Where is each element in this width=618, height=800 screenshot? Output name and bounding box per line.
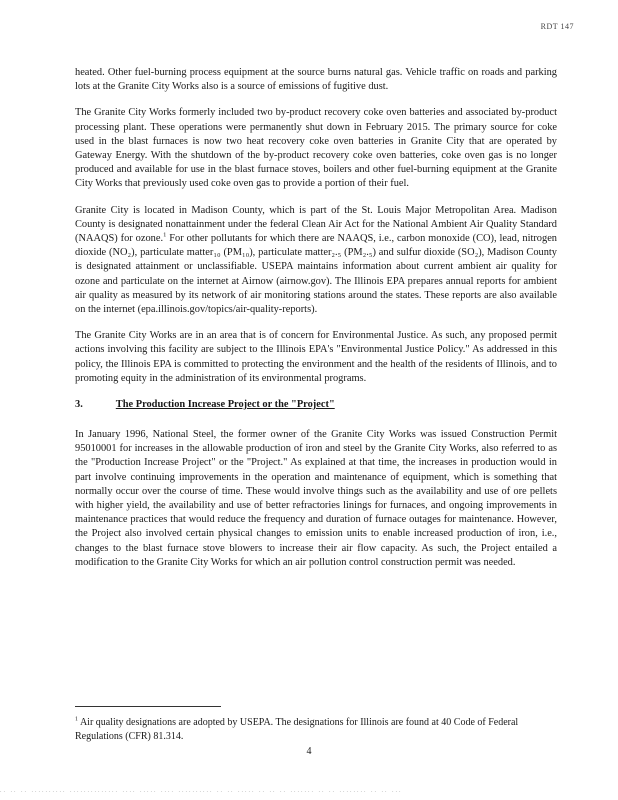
scan-artifacts: .. .. .. .......... .............. .... ..... .... .......... .. .. ..... .. .. .. ....... .. .. ........ .. .. ... xyxy=(0,788,403,794)
paragraph-coke-ovens: The Granite City Works formerly included two by-product recovery coke oven batteries and associated by-product processing plant. These operations were permanently shut down in February 2015. The primary source for coke used in the blast furnaces is now two heat recovery coke oven batteries in Granite City that are operated by Gateway Energy. With the shutdown of the by-product recovery coke oven batteries, coke oven gas is no longer produced and available for use in the blast furnace stoves, boilers and other fuel-burning equipment at the Granite City Works that previously used coke oven gas to provide a portion of their fuel. xyxy=(75,107,557,190)
air-quality-text-after-note: For other pollutants for which there are NAAQS, i.e., carbon monoxide (CO), lead, nitrogen dioxide (NO₂), particulate matter₁₀ (PM₁₀), particulate matter₂.₅ (PM₂.₅) and sulfur dioxide (SO₂), Madison County is designated attainment or unclassifiable. USEPA maintains information about current ambient air quality for ozone and particulate on the internet at Airnow (airnow.gov). The Illinois EPA prepares annual reports for ambient air quality as measured by its network of air monitoring stations around the states. These reports are also available on the internet (epa.illinois.gov/topics/air-quality-reports). xyxy=(75,233,557,316)
page-number: 4 xyxy=(306,746,312,757)
footnote xyxy=(75,716,557,743)
paragraph-environmental-justice: The Granite City Works are in an area that is of concern for Environmental Justice. As such, any proposed permit actions involving this facility are subject to the Illinois EPA's "Environmental Justice Policy." As addressed in this policy, the Illinois EPA is committed to protecting the environment and the health of the residents of Illinois, and to promoting equity in the administration of its environmental programs. xyxy=(75,330,557,384)
document-id: RDT 147 xyxy=(540,22,574,31)
footnote-divider xyxy=(75,706,221,707)
air-quality-text-before-note: Granite City is located in Madison County, which is part of the St. Louis Major Metropolitan Area. Madison County is designated nonattainment under the federal Clean Air Act for the National Ambient Air Quality Standard (NAAQS) for ozone. xyxy=(75,204,557,245)
paragraph-air-quality xyxy=(75,204,557,318)
footnote-reference: 1 xyxy=(163,231,167,239)
section-title: The Production Increase Project or the "Project" xyxy=(115,399,335,411)
footnote-marker: 1 xyxy=(75,716,78,723)
footnote-text: Air quality designations are adopted by USEPA. The designations for Illinois are found at 40 Code of Federal Regulations (CFR) 81.314. xyxy=(75,717,519,742)
section-heading xyxy=(75,398,557,412)
paragraph-production-increase-project: In January 1996, National Steel, the former owner of the Granite City Works was issued Construction Permit 95010001 for increases in the allowable production of iron and steel by the Granite City Works, also referred to as the "Production Increase Project" or the "Project." As explained at that time, the increases in production would in part involve continuing improvements in the operation and maintenance of equipment, which is something that normally occur over the course of time. These would involve things such as the availability and use of ore pellets with higher yield, the availability and use of better refractories linings for furnaces, and ongoing improvements in maintenance practices that would reduce the frequency and duration of furnace outages for maintenance. However, the Project also involved certain physical changes to emission units to enable increased production of iron, i.e., changes to the blast furnace stove blowers to increase their air flow capacity. As such, the Project entailed a modification to the Granite City Works for which an air pollution control construction permit was needed. xyxy=(75,429,557,568)
paragraph-emissions-sources: heated. Other fuel-burning process equipment at the source burns natural gas. Vehicle traffic on roads and parking lots at the Granite City Works also is a source of emissions of fugitive dust. xyxy=(75,67,557,93)
section-number: 3. xyxy=(75,399,83,411)
page-body xyxy=(75,66,557,582)
